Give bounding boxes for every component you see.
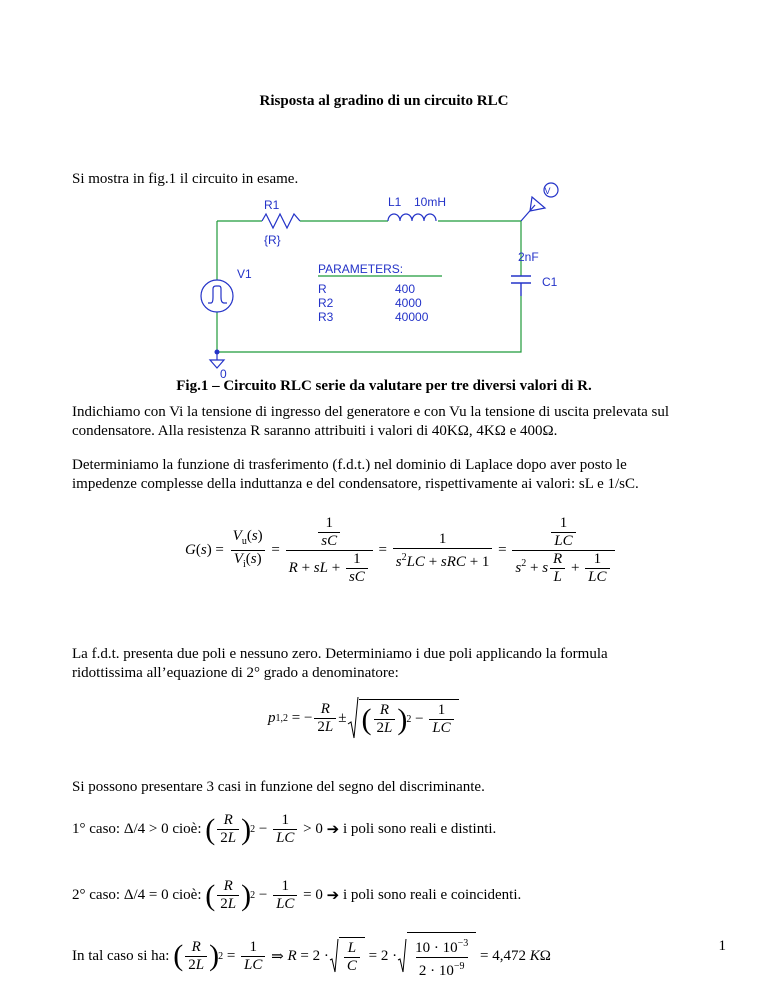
resistor-r1-symbol [262,214,300,228]
voltage-probe-icon [521,183,558,221]
r1-name: R1 [264,198,280,212]
l1-value: 10mH [414,195,447,209]
case-1-label: 1° caso: Δ/4 > 0 cioè: [72,821,202,837]
paragraph-2-line-2: impedenze complesse della induttanza e del condensatore, rispettivamente ai valori: sL e 1/sC. [72,476,639,492]
paragraph-1-line-2: condensatore. Alla resistenza R saranno attribuiti i valori di 40KΩ, 4KΩ e 400Ω. [72,423,558,439]
arrow-icon: ➔ [326,888,340,904]
ground-node [215,350,220,355]
case-2-line: 2° caso: Δ/4 = 0 cioè: ( $\frac{R}{2L}$ ) 2 − $\frac{1}{LC}$ = 0 ➔ i poli sono reali e coincidenti. [72,878,522,912]
critical-resistance-equation: In tal caso si ha: ( $\frac{R}{2L}$ ) 2 = $\frac{1}{LC}$ ⇒ R = 2 · $\frac{L}{C}$ = 2 · $\frac{10 \cdot 10^{-3}}{2 \cdot 10^{-9}}$ = 4,472 K Ω [72,932,551,980]
paragraph-1-line-1: Indichiamo con Vi la tensione di ingresso del generatore e con Vu la tensione di uscita prelevata sul [72,404,670,420]
capacitor-c1-symbol [511,276,531,296]
param-name: R2 [318,296,334,310]
param-value: 400 [395,282,416,296]
case-1-line: 1° caso: Δ/4 > 0 cioè: ( $\frac{R}{2L}$ ) 2 − $\frac{1}{LC}$ > 0 ➔ i poli sono reali e distinti. [72,812,497,846]
paragraph-4: Si possono presentare 3 casi in funzione del segno del discriminante. [72,779,485,795]
r1-value: {R} [264,233,281,247]
l1-name: L1 [388,195,402,209]
wires [217,221,521,352]
parameters-title: PARAMETERS: [318,262,404,276]
intro-text: Si mostra in fig.1 il circuito in esame. [72,171,299,187]
document-title: Risposta al gradino di un circuito RLC [259,93,509,109]
circuit-schematic [180,178,580,378]
probe-label: V [544,186,551,196]
case-2-label: 2° caso: Δ/4 = 0 cioè: [72,887,202,903]
paragraph-3-line-2: ridottissima all’equazione di 2° grado a denominatore: [72,665,399,681]
poles-formula: p 1,2 = − $\frac{R}{2L}$ ± ( $\frac{R}{2L}$ ) 2 − $\frac{1}{LC}$ [268,696,459,740]
param-value: 4000 [395,296,422,310]
case-2-intro: In tal caso si ha: [72,947,170,964]
ground-label: 0 [220,367,227,378]
paragraph-3-line-1: La f.d.t. presenta due poli e nessuno zero. Determiniamo i due poli applicando la formula [72,646,608,662]
page-number: 1 [718,938,726,954]
figure-caption: Fig.1 – Circuito RLC serie da valutare per tre diversi valori di R. [176,378,592,394]
c1-name: C1 [542,275,558,289]
case-1-result: i poli sono reali e distinti. [342,821,497,837]
param-name: R [318,282,327,296]
paragraph-2-line-1: Determiniamo la funzione di trasferimento (f.d.t.) nel dominio di Laplace dopo aver posto le [72,457,627,473]
param-name: R3 [318,310,334,324]
v1-name: V1 [237,267,252,281]
c1-value: 2nF [518,250,539,264]
voltage-source-v1-symbol [201,280,233,312]
param-value: 40000 [395,310,429,324]
arrow-icon: ➔ [326,822,340,838]
transfer-function-equation: G ( s ) = $\frac{V_u(s)}{V_i(s)}$ = $\frac{1}{sC}$ R + sL + $\frac{1}{sC}$ = $\frac{1}{s^2LC + sRC + 1}$ = $\frac{1}{LC}$ $s^2 + s$ $\frac{R}{L}$ + $\frac{1}{LC}$ [185,515,617,586]
case-2-result: i poli sono reali e coincidenti. [342,887,522,903]
inductor-l1-symbol [388,214,436,221]
